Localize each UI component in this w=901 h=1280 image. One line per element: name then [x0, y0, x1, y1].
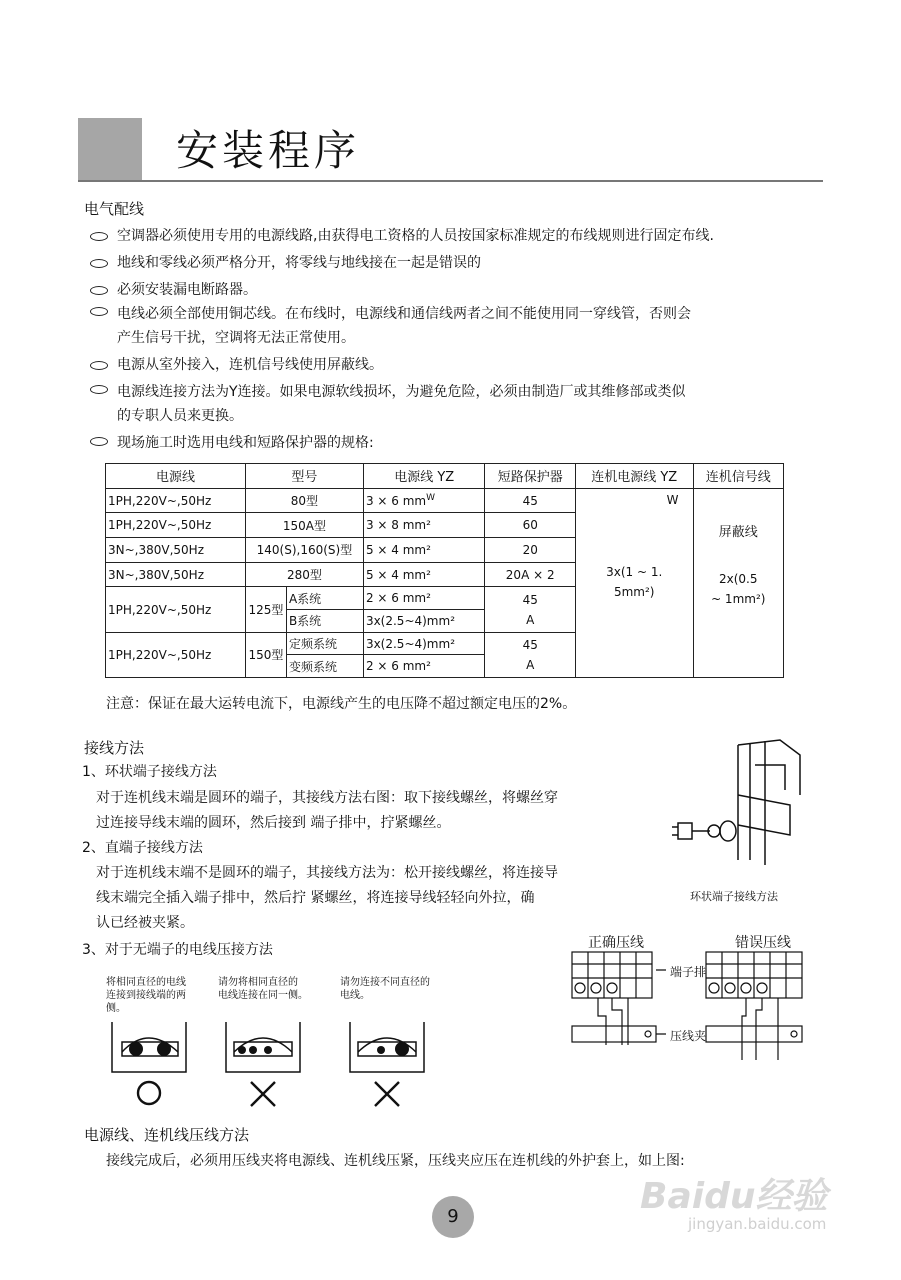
- table-row: 1PH,220V~,50Hz 125型 A系统 2 × 6 mm² 45 A: [106, 587, 784, 610]
- electrical-item: 空调器必须使用专用的电源线路,由获得电工资格的人员按国家标准规定的布线规则进行固定布线.: [117, 228, 714, 244]
- table-row: B系统 3x(2.5~4)mm²: [106, 610, 784, 633]
- electrical-item: 现场施工时选用电线和短路保护器的规格:: [117, 435, 374, 451]
- header-gray-block: [78, 118, 142, 182]
- section-title-wiring: 接线方法: [84, 739, 145, 757]
- label-terminal: 端子排: [670, 965, 707, 979]
- electrical-item: 电线必须全部使用铜芯线。在布线时，电源线和通信线两者之间不能使用同一穿线管，否则会: [117, 306, 691, 322]
- bullet-icon: [90, 307, 108, 316]
- correct-mark-icon: [138, 1082, 160, 1104]
- example-caption-2: 请勿将相同直径的 电线连接在同一侧。: [218, 977, 308, 1001]
- table-row: 1PH,220V~,50Hz 80型 3 × 6 $mm^W$ 45 W 3x(1 ~ 1. 5mm²) 屏蔽线 2x(0.5 ~ 1mm²): [106, 488, 784, 513]
- col-header: 电源线 YZ: [363, 464, 485, 489]
- bullet-icon: [90, 361, 108, 370]
- label-correct: 正确压线: [588, 935, 644, 951]
- col-header: 连机电源线 YZ: [575, 464, 693, 489]
- table-row: 3N~,380V,50Hz 140(S),160(S)型 5 × 4 mm² 20: [106, 538, 784, 563]
- bullet-icon: [90, 286, 108, 295]
- table-row: 1PH,220V~,50Hz 150A型 3 × 8 mm² 60: [106, 513, 784, 538]
- col-header: 短路保护器: [485, 464, 575, 489]
- section-title-clamp: 电源线、连机线压线方法: [84, 1126, 250, 1144]
- col-header: 型号: [245, 464, 363, 489]
- table-row: 1PH,220V~,50Hz 150型 定频系统 3x(2.5~4)mm² 45 A: [106, 632, 784, 655]
- example-caption-3: 请勿连接不同直径的 电线。: [340, 977, 430, 1001]
- table-note: 注意：保证在最大运转电流下，电源线产生的电压降不超过额定电压的2%。: [106, 696, 577, 712]
- electrical-item: 电源从室外接入，连机信号线使用屏蔽线。: [117, 357, 383, 373]
- bullet-icon: [90, 232, 108, 241]
- paragraph-line: 认已经被夹紧。: [96, 915, 194, 931]
- spec-table: [105, 463, 784, 678]
- paragraph-line: 对于连机线末端是圆环的端子，其接线方法右图：取下接线螺丝，将螺丝穿: [96, 790, 558, 806]
- subsection-title: 3、对于无端子的电线压接方法: [82, 942, 273, 958]
- ring-terminal-illustration: [660, 735, 810, 885]
- electrical-item: 产生信号干扰，空调将无法正常使用。: [117, 330, 355, 346]
- electrical-item: 必须安装漏电断路器。: [117, 282, 257, 298]
- page-number: 9: [432, 1196, 474, 1238]
- clamp-paragraph: 接线完成后，必须用压线夹将电源线、连机线压紧，压线夹应压在连机线的外护套上，如上图:: [106, 1153, 685, 1169]
- table-row: 3N~,380V,50Hz 280型 5 × 4 mm² 20A × 2: [106, 562, 784, 587]
- subsection-title: 1、环状端子接线方法: [82, 764, 217, 780]
- col-header: 电源线: [106, 464, 246, 489]
- wrong-mark-icon: [251, 1082, 275, 1106]
- bullet-icon: [90, 385, 108, 394]
- label-clamp: 压线夹: [670, 1029, 707, 1043]
- table-row: 变频系统 2 × 6 mm²: [106, 655, 784, 678]
- wrong-mark-icon: [375, 1082, 399, 1106]
- electrical-item: 电源线连接方法为Y连接。如果电源软线损坏，为避免危险，必须由制造厂或其维修部或类似: [117, 384, 686, 400]
- electrical-item: 地线和零线必须严格分开，将零线与地线接在一起是错误的: [117, 255, 481, 271]
- paragraph-line: 线末端完全插入端子排中，然后拧 紧螺丝，将连接导线轻轻向外拉，确: [96, 890, 535, 906]
- col-header: 连机信号线: [693, 464, 784, 489]
- subsection-title: 2、直端子接线方法: [82, 840, 203, 856]
- section-title-electrical: 电气配线: [84, 200, 145, 218]
- ring-caption: 环状端子接线方法: [690, 890, 778, 903]
- watermark-url: jingyan.baidu.com: [688, 1215, 827, 1233]
- electrical-item: 的专职人员来更换。: [117, 408, 243, 424]
- header-divider: [78, 180, 823, 182]
- paragraph-line: 过连接导线末端的圆环，然后接到 端子排中，拧紧螺丝。: [96, 815, 451, 831]
- example-caption-1: 将相同直径的电线 连接到接线端的两 侧。: [106, 977, 186, 1014]
- paragraph-line: 对于连机线末端不是圆环的端子，其接线方法为：松开接线螺丝，将连接导: [96, 865, 558, 881]
- bullet-icon: [90, 259, 108, 268]
- label-wrong: 错误压线: [735, 935, 791, 951]
- page-title: 安装程序: [176, 126, 361, 175]
- watermark-logo: Baidu经验: [640, 1176, 828, 1217]
- wire-examples-illustration: [108, 1018, 438, 1110]
- bullet-icon: [90, 437, 108, 446]
